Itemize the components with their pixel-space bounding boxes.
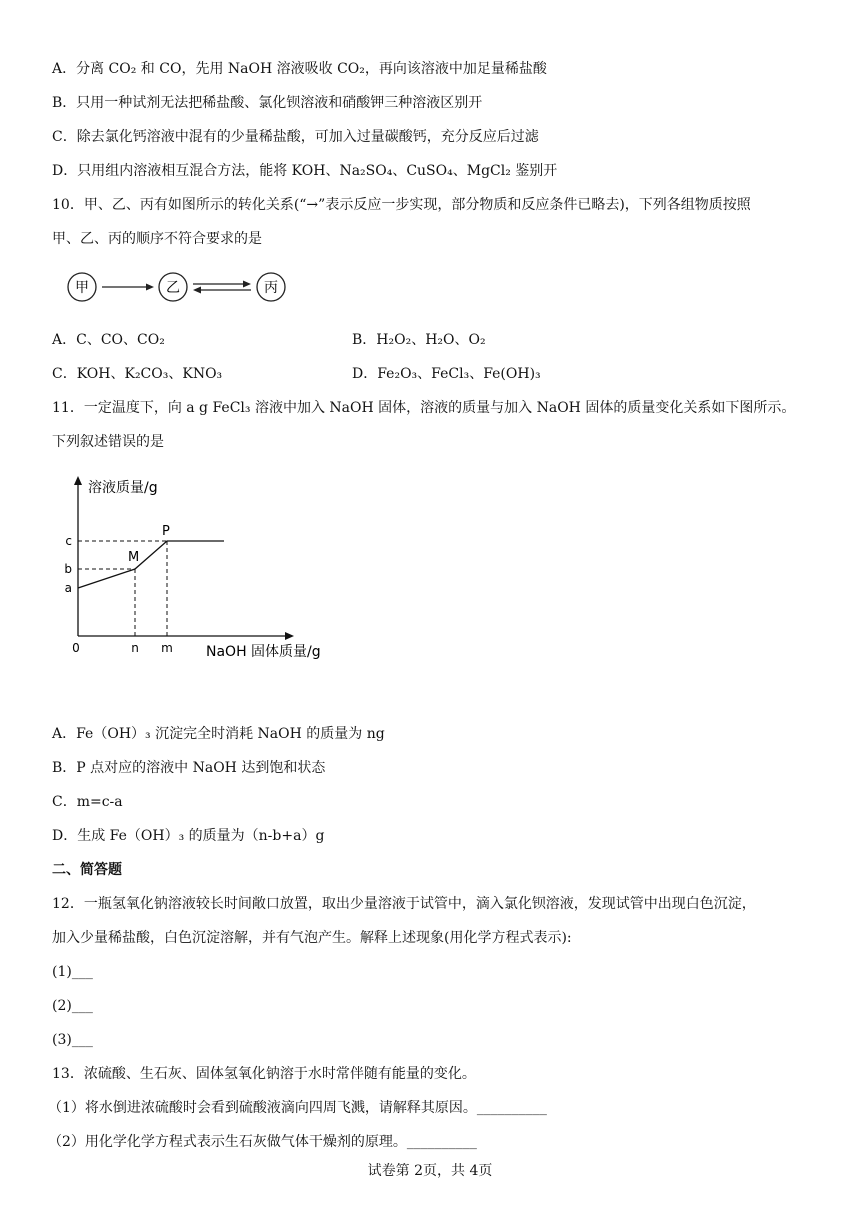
arrowhead-jia-yi [146, 284, 154, 291]
q11-option-b: B．P 点对应的溶液中 NaOH 达到饱和状态 [52, 760, 326, 776]
section-title: 二、简答题 [52, 862, 122, 878]
origin-label: 0 [72, 641, 80, 655]
q11-stem-line2: 下列叙述错误的是 [52, 434, 164, 450]
q12-blank-1: (1)___ [52, 964, 93, 980]
arrowhead-bing-yi [193, 287, 201, 294]
q9-option-b: B．只用一种试剂无法把稀盐酸、氯化钡溶液和硝酸钾三种溶液区别开 [52, 95, 483, 111]
q13-stem: 13．浓硫酸、生石灰、固体氢氧化钠溶于水时常伴随有能量的变化。 [52, 1066, 476, 1082]
y-axis-arrowhead [74, 476, 82, 485]
q10-stem-line1: 10．甲、乙、丙有如图所示的转化关系(“→”表示反应一步实现，部分物质和反应条件已略去)，下列各组物质按照 [52, 197, 751, 213]
arrowhead-yi-bing [243, 281, 251, 288]
q11-stem-line1: 11．一定温度下，向 a g FeCl₃ 溶液中加入 NaOH 固体，溶液的质量与加入 NaOH 固体的质量变化关系如下图所示。 [52, 400, 796, 416]
x-axis-label: NaOH 固体质量/g [206, 644, 321, 660]
q10-stem-line2: 甲、乙、丙的顺序不符合要求的是 [52, 231, 262, 247]
q11-option-d: D．生成 Fe（OH）₃ 的质量为（n-b+a）g [52, 828, 325, 844]
q13-sub-2: （2）用化学化学方程式表示生石灰做气体干燥剂的原理。__________ [48, 1134, 477, 1150]
q12-blank-2: (2)___ [52, 998, 93, 1014]
y-tick-a: a [64, 581, 72, 595]
q10-option-b: B．H₂O₂、H₂O、O₂ [352, 332, 486, 348]
q9-option-d: D．只用组内溶液相互混合方法，能将 KOH、Na₂SO₄、CuSO₄、MgCl₂ 鉴别开 [52, 163, 558, 179]
q9-option-a: A．分离 CO₂ 和 CO，先用 NaOH 溶液吸收 CO₂，再向该溶液中加足量稀盐酸 [52, 61, 547, 77]
q13-sub-1: （1）将水倒进浓硫酸时会看到硫酸液滴向四周飞溅，请解释其原因。__________ [48, 1100, 547, 1116]
q9-option-c: C．除去氯化钙溶液中混有的少量稀盐酸，可加入过量碳酸钙，充分反应后过滤 [52, 129, 539, 145]
y-tick-b: b [64, 562, 72, 576]
x-tick-m: m [161, 641, 173, 655]
point-label-m: M [128, 550, 140, 565]
q11-option-a: A．Fe（OH）₃ 沉淀完全时消耗 NaOH 的质量为 ng [52, 726, 385, 742]
y-axis-label: 溶液质量/g [88, 480, 158, 496]
label-jia: 甲 [75, 280, 89, 296]
y-tick-c: c [65, 534, 72, 548]
page-footer: 试卷第 2页，共 4页 [367, 1163, 493, 1179]
q12-stem-line1: 12．一瓶氢氧化钠溶液较长时间敞口放置，取出少量溶液于试管中，滴入氯化钡溶液，发现试管中出现白色沉淀， [52, 896, 756, 912]
x-tick-n: n [131, 641, 139, 655]
q11-option-c: C．m=c-a [52, 794, 123, 810]
q10-option-d: D．Fe₂O₃、FeCl₃、Fe(OH)₃ [352, 366, 541, 382]
q10-option-c: C．KOH、K₂CO₃、KNO₃ [52, 366, 223, 382]
q12-stem-line2: 加入少量稀盐酸，白色沉淀溶解，并有气泡产生。解释上述现象(用化学方程式表示): [52, 930, 572, 946]
q10-conversion-diagram [60, 268, 300, 308]
label-bing: 丙 [264, 280, 278, 296]
point-label-p: P [162, 524, 170, 539]
solution-mass-line [78, 541, 224, 588]
q11-solution-mass-graph [58, 472, 338, 672]
q10-option-a: A．C、CO、CO₂ [52, 332, 165, 348]
label-yi: 乙 [166, 280, 180, 296]
x-axis-arrowhead [285, 632, 294, 640]
q12-blank-3: (3)___ [52, 1032, 93, 1048]
